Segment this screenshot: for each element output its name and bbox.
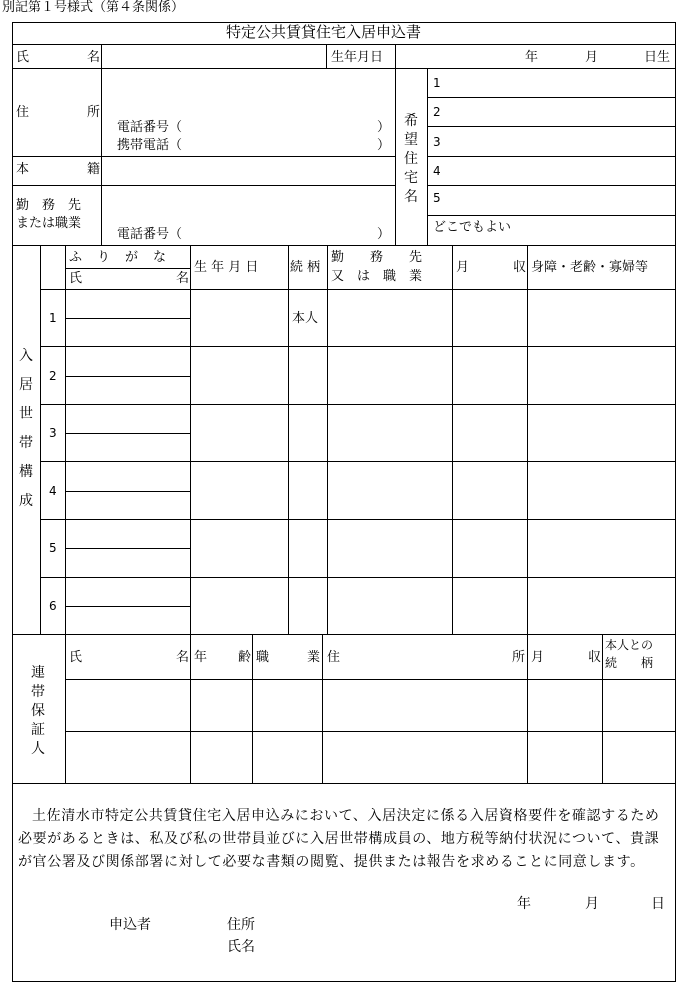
date-year-unit: 年 (517, 896, 531, 912)
member-row-1: 1 (49, 311, 57, 325)
honseki-label-right: 籍 (87, 162, 101, 177)
relation-self: 本人 (292, 311, 319, 326)
g-col-name-left: 氏 (69, 650, 83, 665)
address-phone-close: ） (377, 120, 391, 135)
workplace-phone-close: ） (377, 227, 391, 242)
member-row-5: 5 (49, 541, 57, 555)
col-work-line1: 勤 務 先 (331, 250, 423, 265)
applicant-signature-label: 申込者 (109, 917, 151, 933)
date-day-unit: 日 (651, 896, 665, 912)
mobile-phone-close: ） (377, 138, 391, 153)
col-income-right: 収 (513, 260, 527, 275)
form-number-label: 別記第１号様式（第４条関係） (2, 0, 185, 15)
address-label-right: 所 (87, 105, 101, 120)
g-col-name-right: 名 (176, 650, 190, 665)
g-col-addr-right: 所 (512, 650, 526, 665)
birth-day-unit: 日生 (644, 50, 671, 65)
col-name-right: 名 (176, 271, 190, 286)
member-row-4: 4 (49, 484, 57, 498)
col-income-left: 月 (456, 260, 470, 275)
col-birthdate: 生 年 月 日 (194, 260, 259, 275)
name-label-left: 氏 (16, 50, 30, 65)
member-row-3: 3 (49, 426, 57, 440)
date-month-unit: 月 (585, 896, 599, 912)
g-col-age-right: 齢 (238, 650, 252, 665)
name-label-right: 名 (87, 50, 101, 65)
birth-month-unit: 月 (585, 50, 599, 65)
preference-3: 3 (433, 135, 441, 149)
signature-name-label: 氏名 (227, 939, 255, 955)
g-col-income-left: 月 (531, 650, 545, 665)
g-col-job-right: 業 (307, 650, 321, 665)
preference-anywhere: どこでもよい (433, 220, 512, 235)
guarantor-label: 連帯保証人 (31, 665, 45, 757)
preferred-housing-label: 希望住宅名 (404, 113, 418, 205)
workplace-label-1: 勤 務 先 (16, 198, 82, 213)
birthdate-label: 生年月日 (331, 50, 384, 65)
consent-statement: 土佐清水市特定公共賃貸住宅入居申込みにおいて、入居決定に係る入居資格要件を確認するため必要があるときは、私及び私の世帯員並びに入居世帯構成員の、地方税等納付状況について、貴課が官公署及び関係部署に対して必要な書類の閲覧、提供または報告を求めることに同意します。 (18, 808, 660, 870)
g-col-income-right: 収 (588, 650, 602, 665)
col-name-left: 氏 (69, 271, 83, 286)
birth-year-unit: 年 (525, 50, 539, 65)
preference-4: 4 (433, 164, 441, 178)
g-col-addr-left: 住 (327, 650, 341, 665)
member-row-6: 6 (49, 599, 57, 613)
workplace-label-2: または職業 (16, 216, 82, 231)
g-col-job-left: 職 (256, 650, 270, 665)
preference-2: 2 (433, 105, 441, 119)
preference-1: 1 (433, 76, 441, 90)
col-relation: 続 柄 (290, 260, 321, 275)
member-row-2: 2 (49, 369, 57, 383)
col-furigana: ふ り が な (69, 250, 168, 265)
col-status: 身障・老齢・寡婦等 (531, 260, 649, 275)
workplace-phone-label: 電話番号（ (117, 227, 183, 242)
signature-address-label: 住所 (227, 917, 255, 933)
form-title: 特定公共賃貸住宅入居申込書 (226, 23, 422, 41)
g-col-relation-line2: 続 柄 (605, 656, 654, 670)
household-label: 入居世帯構成 (19, 348, 33, 509)
mobile-phone-label: 携帯電話（ (117, 138, 183, 153)
col-work-line2: 又 は 職 業 (331, 269, 423, 284)
preference-5: 5 (433, 191, 441, 205)
g-col-age-left: 年 (194, 650, 208, 665)
address-phone-label: 電話番号（ (117, 120, 183, 135)
honseki-label-left: 本 (16, 162, 30, 177)
address-label-left: 住 (16, 105, 30, 120)
g-col-relation-line1: 本人との (605, 638, 654, 652)
